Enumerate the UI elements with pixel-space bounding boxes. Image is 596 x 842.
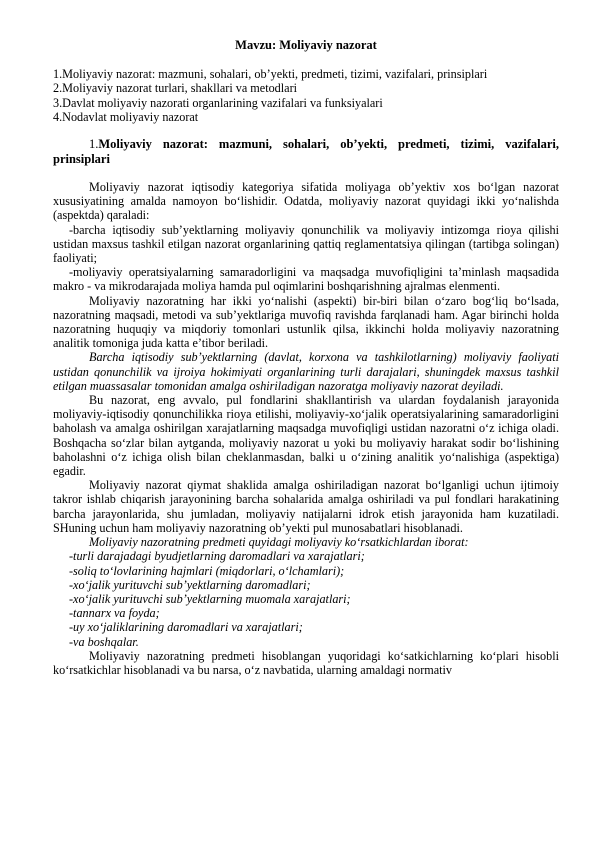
list-item: -va boshqalar. — [69, 634, 139, 649]
section-number: 1. — [89, 137, 99, 152]
list-intro: Moliyaviy nazoratning predmeti quyidagi moliyaviy ko‘rsatkichlardan iborat: — [89, 535, 469, 550]
paragraph: Bu nazorat, eng avvalo, pul fondlarini shakllantirish va ulardan foydalanish jarayonida moliyaviy-iqtisodiy qonunchilikka rioya etilishi, moliyaviy-xo‘jalik operatsiyalarining samaradorligini baholash va amalga oshirilgan xarajatlarning maqsadga muvofiqligi ustidan nazoratni o‘z ichiga oladi. Boshqacha so‘zlar bilan aytganda, moliyaviy nazorat u yoki bu moliyaviy harakat sodir bo‘lishining baholashni o‘z ichiga olish bilan cheklanmasdan, balki u o‘zining analitik yo‘nalishiga (aspektiga) egadir. — [53, 393, 559, 479]
paragraph: -barcha iqtisodiy sub’yektlarning moliyaviy qonunchilik va moliyaviy intizomga rioya qilishi ustidan maxsus tashkil etilgan nazorat organlarining qattiq reglamentatsiya qilingan (tartibga solingan) faoliyati; — [53, 222, 559, 266]
list-item: -uy xo‘jaliklarining daromadlari va xarajatlari; — [69, 620, 303, 635]
paragraph: Moliyaviy nazorat iqtisodiy kategoriya sifatida moliyaga ob’yektiv xos bo‘lgan nazorat xususiyatining amalda namoyon bo‘lishidir. Odatda, moliyaviy nazorat quyidagi ikki yo‘nalishda (aspektda) qaraladi: — [53, 180, 559, 223]
list-item: -xo‘jalik yurituvchi sub’yektlarning daromadlari; — [69, 577, 311, 592]
paragraph: Moliyaviy nazoratning predmeti hisoblangan yuqoridagi ko‘satkichlarning ko‘plari hisobli ko‘rsatkichlar hisoblanadi va bu narsa, o‘z navbatida, ularning amaldagi normativ — [53, 648, 559, 677]
paragraph: Moliyaviy nazorat qiymat shaklida amalga oshiriladigan nazorat bo‘lganligi uchun ijtimoiy takror ishlab chiqarish jarayonining barcha sohalarida amalga oshiriladi va pul fondlari harakatining barcha jarayonlarida, shu jumladan, moliyaviy natijalarni idrok etish jarayonida ham kuzatiladi. SHuning uchun ham moliyaviy nazoratning ob’yekti pul munosabatlari hisoblanadi. — [53, 478, 559, 535]
outline-item: 1.Moliyaviy nazorat: mazmuni, sohalari, ob’yekti, predmeti, tizimi, vazifalari, prinsiplari — [53, 67, 488, 82]
list-item: -tannarx va foyda; — [69, 606, 160, 621]
outline-item: 3.Davlat moliyaviy nazorati organlarining vazifalari va funksiyalari — [53, 95, 383, 110]
outline-item: 2.Moliyaviy nazorat turlari, shakllari va metodlari — [53, 81, 298, 96]
outline-item: 4.Nodavlat moliyaviy nazorat — [53, 109, 199, 124]
indicator-list — [53, 549, 559, 648]
paragraph: -moliyaviy operatsiyalarning samaradorligini va maqsadga muvofiqligini ta’minlash maqsadida makro - va mikrodarajada moliya hamda pul oqimlarini boshqarishning ajralmas elenmenti. — [53, 265, 559, 294]
document-title: Mavzu: Moliyaviy nazorat — [235, 38, 377, 52]
topic-outline — [53, 67, 559, 124]
definition-paragraph: Barcha iqtisodiy sub’yektlarning (davlat, korxona va tashkilotlarning) moliyaviy faoliyati ustidan qonunchilik va ijroiya hokimiyati organlarining turli darajalari, shuningdek maxsus tashkil etilgan muassasalar tomonidan amalga oshiriladigan nazoratga moliyaviy nazorat deyiladi. — [53, 350, 559, 393]
section-title: Moliyaviy nazorat: mazmuni, sohalari, ob’yekti, predmeti, tizimi, vazifalari, prinsiplari — [53, 137, 559, 167]
paragraph: Moliyaviy nazoratning har ikki yo‘nalishi (aspekti) bir-biri bilan o‘zaro bog‘liq bo‘lsada, nazoratning maqsadi, metodi va sub’yektlariga muvofiq ravishda farqlanadi ham. Agar birinchi holda nazoratning huquqiy va miqdoriy tomonlari ustunlik qilsa, ikkinchi holda moliyaviy nazoratning analitik tomoniga juda katta e’tibor beriladi. — [53, 293, 559, 351]
list-item: -soliq to‘lovlarining hajmlari (miqdorlari, o‘lchamlari); — [69, 563, 345, 578]
list-item: -turli darajadagi byudjetlarning daromadlari va xarajatlari; — [69, 549, 365, 564]
list-item: -xo‘jalik yurituvchi sub’yektlarning muomala xarajatlari; — [69, 591, 351, 606]
section-heading — [53, 137, 559, 167]
